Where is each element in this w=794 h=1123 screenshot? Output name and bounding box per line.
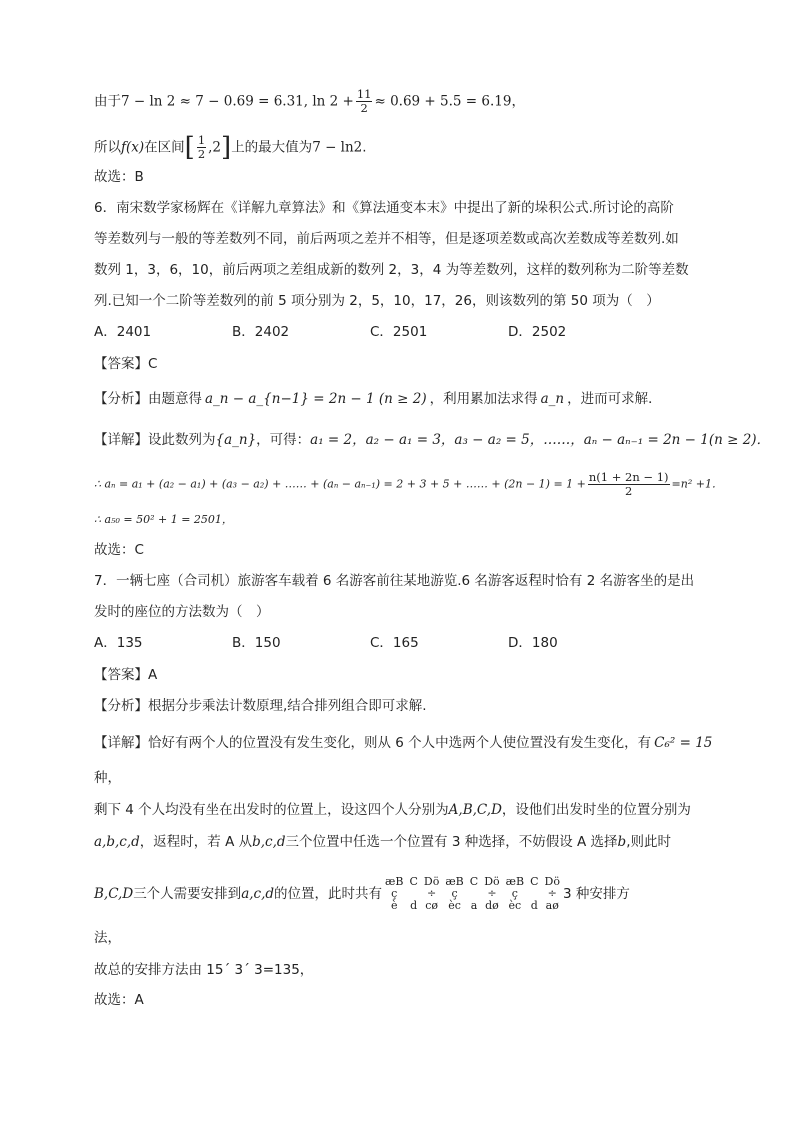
q6-answer: 【答案】C xyxy=(94,356,158,372)
formula-column xyxy=(409,876,417,912)
text: 剩下 4 个人均没有坐在出发时的位置上，设这四个人分别为 xyxy=(94,802,449,818)
q6-option-c: C．2501 xyxy=(370,324,428,340)
text: ，利用累加法求得 xyxy=(429,391,538,407)
q6-line-4: 列.已知一个二阶等差数列的前 5 项分别为 2，5，10，17，26，则该数列的第 50 项为（ ） xyxy=(94,293,660,309)
formula-glyph: Dö xyxy=(484,875,500,888)
text: 设此数列为 xyxy=(148,432,216,448)
bracket-left: [ xyxy=(184,132,195,163)
garbled-formula xyxy=(382,875,563,912)
fraction: $\frac{n(1 + 2n - 1)}{2}$ xyxy=(588,470,669,498)
q6-detail xyxy=(94,430,770,450)
formula-glyph: d xyxy=(530,899,538,912)
formula-glyph: ç xyxy=(391,887,398,900)
formula-column xyxy=(545,876,560,912)
text: ,则此时 xyxy=(626,834,671,850)
formula-glyph: ç xyxy=(451,887,458,900)
text: ，可得： xyxy=(256,432,311,448)
q6-option-b: B．2402 xyxy=(232,324,290,340)
choice-line: 故选：B xyxy=(94,169,144,185)
formula-column xyxy=(385,876,403,912)
text: 恰好有两个人的位置没有发生变化，则从 6 个人中选两个人使位置没有发生变化，有 xyxy=(148,735,652,751)
q7-option-a: A．135 xyxy=(94,635,143,651)
formula-glyph: ÷ xyxy=(487,887,497,900)
q6-choose: 故选：C xyxy=(94,542,144,558)
q6-line-1: 6．南宋数学家杨辉在《详解九章算法》和《算法通变本末》中提出了新的垛积公式.所讨论的高阶 xyxy=(94,200,674,216)
formula-glyph: ç xyxy=(511,887,518,900)
text: 由于 xyxy=(94,93,121,110)
formula-glyph: æB xyxy=(445,875,464,888)
fraction: $\frac{1}{2}$ xyxy=(197,133,206,161)
q6-line-2: 等差数列与一般的等差数列不同，前后两项之差并不相等，但是逐项差数或高次差数成等差数列.如 xyxy=(94,231,679,247)
math-expr: a_n xyxy=(540,391,565,407)
formula-glyph: èc xyxy=(448,899,461,912)
detail-tag: 【详解】 xyxy=(94,735,148,751)
math-expr: b,c,d xyxy=(252,834,286,850)
math-expr: b xyxy=(617,834,627,850)
formula-glyph: C xyxy=(469,875,479,888)
math-expr: ∴ aₙ = a₁ + (a₂ − a₁) + (a₃ − a₂) + …… + (aₙ − aₙ₋₁) = 2 + 3 + 5 + …… + (2n − 1) = 1 + xyxy=(94,477,586,491)
math-f: f(x) xyxy=(121,139,145,156)
math-expr: a_n − a_{n−1} = 2n − 1 (n ≥ 2) xyxy=(205,391,427,407)
formula-glyph: Dö xyxy=(423,875,440,888)
math-expr: C₆² = 15 xyxy=(654,735,713,751)
math-expr: 7 − ln 2 ≈ 7 − 0.69 = 6.31, ln 2 + xyxy=(121,93,354,110)
text: 三个位置中任选一个位置有 3 种选择，不妨假设 A 选择 xyxy=(285,834,618,850)
formula-glyph: è xyxy=(390,899,398,912)
q7-detail-3 xyxy=(94,800,691,820)
q6-option-d: D．2502 xyxy=(508,324,567,340)
math-expr: ,2 xyxy=(208,139,222,156)
text: . xyxy=(362,139,367,156)
q7-detail-2: 种， xyxy=(94,770,121,786)
formula-column xyxy=(470,876,478,912)
text: 所以 xyxy=(94,139,121,156)
q6-analysis xyxy=(94,389,662,409)
math-expr: a₁ = 2，a₂ − a₁ = 3，a₃ − a₂ = 5，……，aₙ − aₙ₋₁ = 2n − 1(n ≥ 2)． xyxy=(310,432,771,448)
text: 由题意得 xyxy=(148,391,202,407)
math-expr: ∴ a₅₀ = 50² + 1 = 2501， xyxy=(94,513,233,526)
math-expr: =n² +1． xyxy=(671,477,723,491)
analysis-tag: 【分析】 xyxy=(94,698,148,714)
q7-detail-4 xyxy=(94,832,671,852)
formula-glyph: æB xyxy=(385,875,404,888)
bracket-right: ] xyxy=(221,132,232,163)
text: 3 种安排方 xyxy=(562,886,630,902)
formula-glyph: aø xyxy=(545,899,559,912)
text: ，进而可求解． xyxy=(567,391,662,407)
formula-column xyxy=(506,876,524,912)
text-line-1 xyxy=(94,88,525,115)
math-expr: 7 − ln2 xyxy=(312,139,363,156)
q7-detail-5 xyxy=(94,876,630,912)
q7-line-2: 发时的座位的方法数为（ ） xyxy=(94,604,270,620)
formula-glyph: a xyxy=(470,899,478,912)
q6-line-3: 数列 1，3，6，10，前后两项之差组成新的数列 2，3，4 为等差数列，这样的数列称为二阶等差数 xyxy=(94,262,689,278)
formula-glyph: cø xyxy=(425,899,439,912)
text: 三个人需要安排到 xyxy=(133,886,242,902)
formula-glyph: C xyxy=(530,875,539,888)
q7-option-b: B．150 xyxy=(232,635,281,651)
q6-a50-line xyxy=(94,510,233,530)
formula-glyph: ÷ xyxy=(427,887,437,900)
fraction: $\frac{11}{2}$ xyxy=(356,87,372,115)
formula-glyph: d xyxy=(410,899,418,912)
text: 根据分步乘法计数原理,结合排列组合即可求解. xyxy=(148,698,427,714)
text: 上的最大值为 xyxy=(231,139,313,156)
q7-option-d: D．180 xyxy=(508,635,558,651)
q7-detail-1 xyxy=(94,733,712,753)
text: ，返程时，若 A 从 xyxy=(139,834,253,850)
text-line-2 xyxy=(94,134,367,161)
math-expr: {a_n} xyxy=(215,432,257,448)
math-expr: ≈ 0.69 + 5.5 = 6.19， xyxy=(374,93,525,110)
q6-option-a: A．2401 xyxy=(94,324,152,340)
formula-glyph: æB xyxy=(505,875,525,888)
q7-analysis xyxy=(94,696,427,716)
formula-column xyxy=(424,876,439,912)
formula-column xyxy=(484,876,499,912)
q7-detail-7: 故总的安排方法由 15´ 3´ 3=135， xyxy=(94,962,314,978)
text: ，设他们出发时坐的位置分别为 xyxy=(501,802,691,818)
formula-column xyxy=(530,876,538,912)
text: 的位置，此时共有 xyxy=(274,886,383,902)
formula-glyph: èc xyxy=(508,899,522,912)
text: 在区间 xyxy=(144,139,185,156)
q7-option-c: C．165 xyxy=(370,635,419,651)
formula-glyph: dø xyxy=(485,899,499,912)
q7-line-1: 7．一辆七座（合司机）旅游客车载着 6 名游客前往某地游览.6 名游客返程时恰有 2 名游客坐的是出 xyxy=(94,573,695,589)
math-expr: A,B,C,D xyxy=(448,802,502,818)
q6-sum-line xyxy=(94,471,723,498)
formula-glyph: ÷ xyxy=(547,887,557,900)
math-expr: a,c,d xyxy=(241,886,275,902)
detail-tag: 【详解】 xyxy=(94,432,148,448)
formula-glyph: C xyxy=(409,875,418,888)
math-expr: a,b,c,d xyxy=(94,834,140,850)
formula-glyph: Dö xyxy=(544,875,560,888)
analysis-tag: 【分析】 xyxy=(94,391,148,407)
formula-column xyxy=(445,876,463,912)
q7-choose: 故选：A xyxy=(94,992,144,1008)
math-expr: B,C,D xyxy=(94,886,134,902)
q7-detail-6: 法， xyxy=(94,930,121,946)
q7-answer: 【答案】A xyxy=(94,667,158,683)
